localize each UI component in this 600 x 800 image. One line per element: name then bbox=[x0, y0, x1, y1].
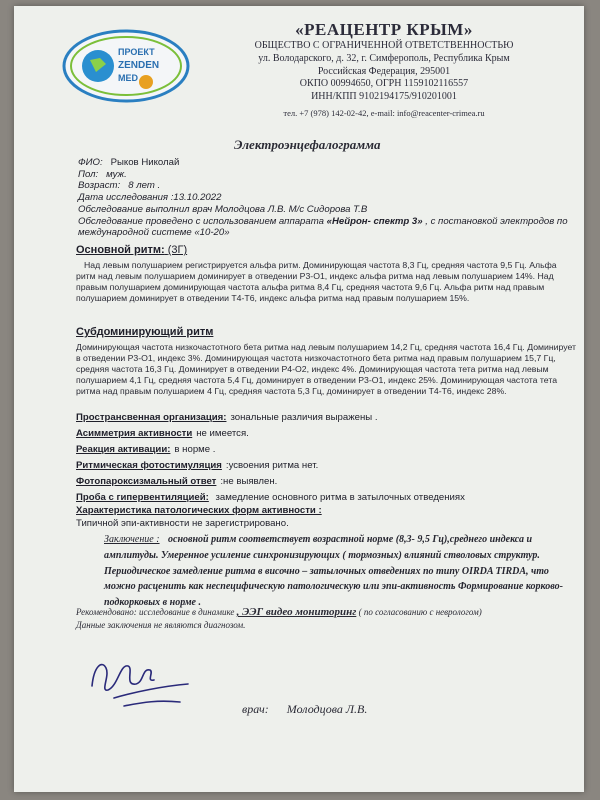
company-inn: ИНН/КПП 9102194175/910201001 bbox=[311, 91, 457, 103]
conclusion-part2: среднего индекса и амплитуды. Умеренное усиление синхронизирующих ( тормозных) влияний стволовых структур. Периодическое замедление ритма в височно – затылочных отведениях по типу OIRDA TIRDA, что можно расценить как неспецифическую патологическую или эпи-активность Формирование корково-подкорковых в норме . bbox=[104, 534, 563, 609]
company-address: ул. Володарского, д. 32, г. Симферополь, Республика Крым bbox=[258, 52, 510, 64]
logo-text-2: ZENDEN bbox=[118, 60, 160, 71]
device-post: , с постановкой электродов по международной системе «10-20» bbox=[78, 215, 568, 239]
patient-info bbox=[78, 157, 568, 239]
finding-key: Асимметрия активности bbox=[76, 428, 193, 439]
logo-text-1: ПРОЕКТ bbox=[118, 47, 155, 57]
finding-row bbox=[76, 460, 318, 471]
fio-value: Рыков Николай bbox=[110, 157, 180, 168]
subdominant-heading: Субдоминирующий ритм bbox=[76, 326, 214, 338]
document-title: Электроэнцефалограмма bbox=[234, 137, 381, 152]
disclaimer: Данные заключения не являются диагнозом. bbox=[76, 620, 246, 630]
company-form: ОБЩЕСТВО С ОГРАНИЧЕННОЙ ОТВЕТСТВЕННОСТЬЮ bbox=[254, 40, 514, 51]
doctor-name: Молодцова Л.В. bbox=[286, 702, 368, 716]
performed-by: Обследование выполнил врач Молодцова Л.В. М/с Сидорова Т.В bbox=[78, 203, 368, 215]
finding-value: замедление основного ритма в затылочных отведениях bbox=[212, 492, 465, 503]
date-value: 13.10.2022 bbox=[173, 192, 222, 204]
finding-value: не имеется. bbox=[196, 428, 249, 439]
finding-row bbox=[76, 492, 465, 503]
subdominant-text: Доминирующая частота низкочастотного бета ритма над левым полушарием 14,2 Гц, средняя частота 16,4 Гц. Доминирует в отведении P3-O1, индекс 3%. Доминирующая частота низкочастотного бета ритма над правым полушарием 15,7 Гц, средняя частота 16,3 Гц. Доминирует в отведении P4-O2, индекс 4%. Доминирующая частота тета ритма над левым полушарием 4,1 Гц, средняя частота 5,4 Гц, доминирует в отведении P3-O1, индекс 25%. Доминирующая частота тета ритма над правым полушарием 4 Гц, средняя частота 5,3 Гц, доминирует в отведении T4-T6, индекс 28%. bbox=[76, 342, 577, 397]
company-contacts: тел. +7 (978) 142-02-42, e-mail: info@reacenter-crimea.ru bbox=[283, 107, 485, 118]
company-header bbox=[234, 20, 534, 120]
document-sheet bbox=[14, 6, 584, 792]
conclusion-part1: основной ритм соответствует возрастной норме bbox=[165, 534, 396, 545]
finding-key: Пространсвенная организация: bbox=[76, 412, 227, 423]
finding-key: Фотопароксизмальный ответ bbox=[76, 476, 217, 487]
fio-label: ФИО: bbox=[78, 157, 103, 168]
age-label: Возраст: bbox=[78, 180, 121, 192]
recommendation-post: ( по согласованию с неврологом) bbox=[358, 607, 482, 617]
sex-value: муж. bbox=[106, 168, 127, 180]
logo-text-3: MED bbox=[118, 73, 138, 83]
finding-row bbox=[76, 428, 249, 439]
main-rhythm-code: (3Г) bbox=[167, 244, 188, 256]
age-value: 8 лет . bbox=[128, 180, 161, 192]
conclusion bbox=[104, 532, 574, 611]
conclusion-label: Заключение : bbox=[104, 534, 160, 545]
zenden-med-logo bbox=[62, 28, 190, 104]
finding-row bbox=[76, 412, 378, 423]
finding-key: Проба с гипервентиляцией: bbox=[76, 492, 209, 503]
main-rhythm-text: Над левым полушарием регистрируется альфа ритм. Доминирующая частота 8,3 Гц, средняя частота 9,5 Гц. Альфа ритм над левым полушарием доминирует в отведении P3-O1, индекс альфа ритма над левым полушарием 14%. Над правым полушарием доминирующая частота альфа ритма 8,4 Гц, средняя частота 9,6 Гц. Альфа ритм над правым полушарием доминирует в отведении T4-T6, индекс альфа ритма над правым полушарием 15%. bbox=[76, 260, 557, 304]
finding-key: Ритмическая фотостимуляция bbox=[76, 460, 222, 471]
finding-value: зональные различия выражены . bbox=[230, 412, 378, 423]
recommendation bbox=[76, 606, 482, 618]
device-pre: Обследование проведено с использованием аппарата bbox=[78, 215, 327, 227]
device-name: «Нейрон- спектр 3» bbox=[326, 215, 423, 227]
finding-row bbox=[76, 444, 215, 455]
recommendation-main: , ЭЭГ видео мониторинг bbox=[236, 606, 357, 618]
finding-row bbox=[76, 476, 277, 487]
finding-value: в норме . bbox=[174, 444, 216, 455]
company-name: «РЕАЦЕНТР КРЫМ» bbox=[295, 20, 473, 39]
conclusion-range: (8,3- 9,5 Гц), bbox=[395, 534, 450, 545]
sex-label: Пол: bbox=[78, 168, 99, 180]
pathology-heading: Характеристика патологических форм активности : bbox=[76, 505, 322, 516]
date-label: Дата исследования : bbox=[78, 192, 174, 204]
company-country: Российская Федерация, 295001 bbox=[317, 65, 451, 77]
recommendation-pre: Рекомендовано: исследование в динамике bbox=[76, 607, 237, 617]
finding-key: Реакция активации: bbox=[76, 444, 171, 455]
finding-value: :не выявлен. bbox=[220, 476, 278, 487]
doctor-label: врач: bbox=[242, 702, 269, 716]
doctor-line bbox=[242, 702, 367, 717]
pathology-text: Типичной эпи-активности не зарегистрировано. bbox=[76, 518, 289, 529]
company-codes: ОКПО 00994650, ОГРН 1159102116557 bbox=[299, 78, 469, 90]
device-info bbox=[78, 216, 568, 239]
finding-value: :усвоения ритма нет. bbox=[225, 460, 319, 471]
doctor-signature bbox=[84, 646, 194, 716]
main-rhythm-heading: Основной ритм: (3Г) bbox=[76, 244, 188, 256]
